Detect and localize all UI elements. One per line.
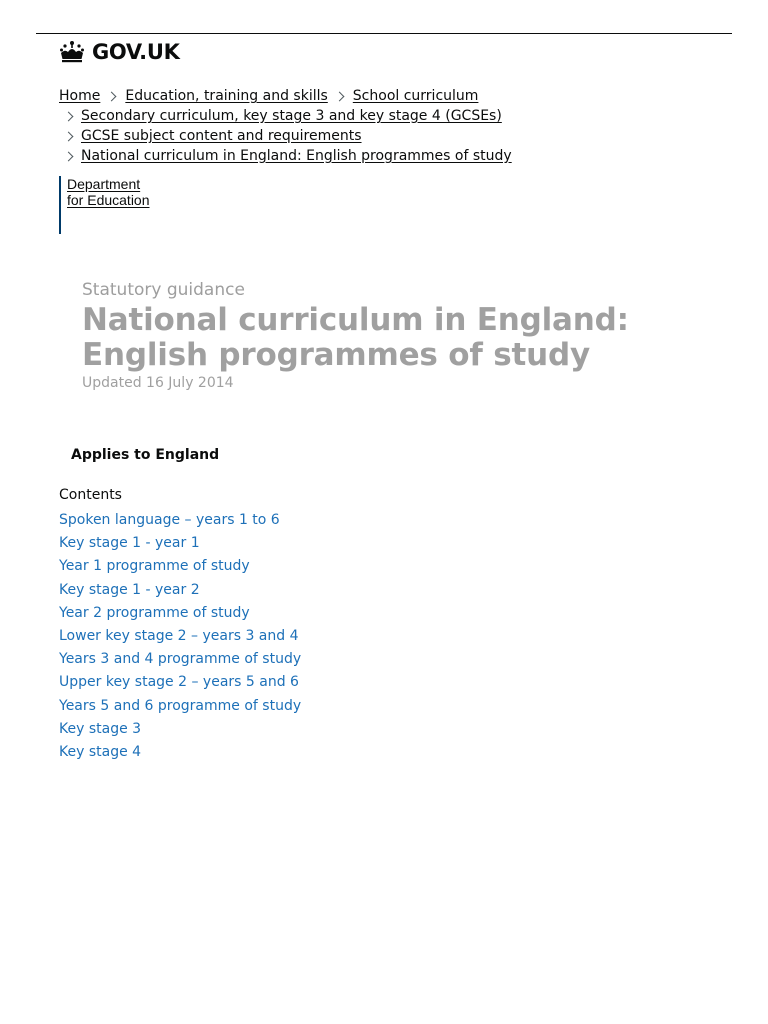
- chevron-right-icon: [64, 151, 74, 161]
- contents-list: [59, 509, 659, 764]
- contents-link[interactable]: Key stage 3: [59, 720, 142, 737]
- contents-link[interactable]: Key stage 1 - year 1: [59, 535, 200, 552]
- applies-to: Applies to England: [71, 447, 220, 463]
- contents-nav: [59, 485, 659, 764]
- document-header: [82, 278, 722, 392]
- breadcrumb-home[interactable]: Home: [59, 88, 101, 104]
- updated-date: Updated 16 July 2014: [82, 375, 234, 391]
- chevron-right-icon: [64, 111, 74, 121]
- document-type: Statutory guidance: [82, 280, 245, 300]
- contents-link[interactable]: Year 1 programme of study: [59, 558, 250, 575]
- breadcrumb-education-training-skills[interactable]: Education, training and skills: [125, 88, 328, 104]
- chevron-right-icon: [64, 131, 74, 141]
- breadcrumb-row: [59, 126, 719, 146]
- page-title-line2: English programmes of study: [82, 337, 590, 373]
- breadcrumb-national-curriculum-english[interactable]: National curriculum in England: English programmes of study: [81, 148, 512, 164]
- organisation-logo: [59, 176, 179, 234]
- breadcrumb: [59, 86, 719, 166]
- organisation-name-line2: for Education: [67, 192, 150, 208]
- breadcrumb-row: [59, 146, 719, 166]
- crown-icon: [59, 40, 85, 64]
- contents-link[interactable]: Spoken language – years 1 to 6: [59, 512, 280, 528]
- contents-heading: Contents: [59, 487, 122, 503]
- breadcrumb-row: [59, 86, 719, 106]
- contents-link[interactable]: Year 2 programme of study: [59, 604, 250, 621]
- contents-link[interactable]: Years 5 and 6 programme of study: [59, 697, 302, 714]
- page-title: [82, 303, 722, 373]
- breadcrumb-row: [59, 106, 719, 126]
- chevron-right-icon: [107, 91, 117, 101]
- govuk-logo-link[interactable]: [59, 38, 180, 66]
- contents-link[interactable]: Years 3 and 4 programme of study: [59, 651, 302, 668]
- chevron-right-icon: [334, 91, 344, 101]
- breadcrumb-secondary-curriculum[interactable]: Secondary curriculum, key stage 3 and key stage 4 (GCSEs): [81, 108, 502, 124]
- breadcrumb-gcse-subject-content[interactable]: GCSE subject content and requirements: [81, 128, 362, 144]
- contents-link[interactable]: Key stage 4: [59, 743, 142, 760]
- breadcrumb-school-curriculum[interactable]: School curriculum: [352, 88, 479, 104]
- contents-link[interactable]: Key stage 1 - year 2: [59, 581, 200, 598]
- contents-link[interactable]: Upper key stage 2 – years 5 and 6: [59, 674, 299, 691]
- contents-link[interactable]: Lower key stage 2 – years 3 and 4: [59, 627, 299, 644]
- organisation-name-line1: Department: [67, 176, 141, 192]
- page-title-line1: National curriculum in England:: [82, 302, 629, 338]
- govuk-logo-text: GOV.UK: [92, 40, 180, 64]
- header-rule: [36, 33, 732, 34]
- organisation-link[interactable]: [67, 176, 179, 208]
